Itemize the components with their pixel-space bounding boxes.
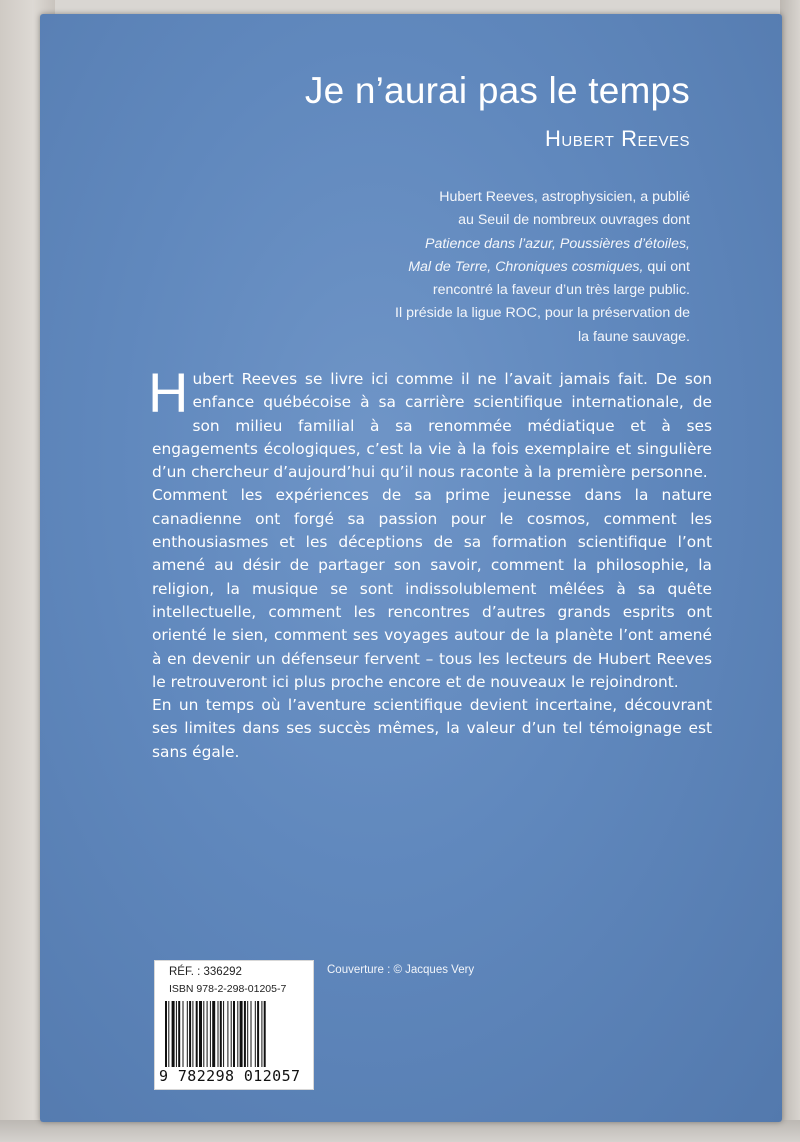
bio-titles: Mal de Terre, Chroniques cosmiques,	[408, 258, 644, 275]
blurb-text: ubert Reeves se livre ici comme il ne l’avait jamais fait. De son enfance québécoise à sa carrière scientifique internationale, de son milieu familial à sa renommée médiatique et à ses engagements écologiques, c’est la vie à la fois exemplaire et singulière d’un chercheur d’aujourd’hui qu’il nous raconte à la première personne.	[152, 370, 712, 482]
bio-text: qui ont	[643, 258, 690, 275]
blurb-paragraph	[148, 361, 712, 484]
bio-titles: Patience dans l’azur, Poussières d’étoiles,	[425, 235, 690, 252]
book-title: Je n’aurai pas le temps	[304, 70, 690, 111]
barcode-label	[154, 960, 314, 1090]
drop-cap: H	[148, 361, 189, 424]
background-bottom	[0, 1120, 800, 1142]
barcode-icon	[165, 1001, 305, 1067]
bio-line: la faune sauvage.	[577, 328, 690, 345]
book-back-cover	[40, 14, 782, 1122]
bio-line	[350, 233, 690, 256]
ean-digits: 9 782298 012057	[159, 1067, 301, 1085]
blurb-paragraph: En un temps où l’aventure scientifique devient incertaine, découvrant ses limites dans ses succès mêmes, la valeur d’un tel témoignage est sans égale.	[152, 696, 712, 761]
bio-line: Il préside la ligue ROC, pour la préservation de	[395, 305, 690, 322]
bio-line: Hubert Reeves, astrophysicien, a publié	[439, 189, 690, 205]
bio-line: au Seuil de nombreux ouvrages dont	[458, 212, 690, 229]
cover-credit: Couverture : © Jacques Very	[327, 964, 475, 976]
book-author: Hubert Reeves	[545, 126, 690, 151]
isbn: ISBN 978-2-298-01205-7	[169, 983, 287, 995]
bio-line: rencontré la faveur d’un très large public.	[432, 282, 690, 299]
reference-number: RÉF. : 336292	[169, 966, 242, 978]
author-bio	[350, 186, 690, 349]
bio-line	[350, 256, 690, 279]
blurb	[148, 361, 712, 764]
background-right	[780, 0, 800, 1142]
blurb-paragraph: Comment les expériences de sa prime jeunesse dans la nature canadienne ont forgé sa passion pour le cosmos, comment les enthousiasmes et les déceptions de sa formation scientifique l’ont amené au désir de partager son savoir, comment la philosophie, la religion, la musique se sont indissolublement mêlées à sa quête intellectuelle, comment les rencontres d’autres grands esprits ont orienté le sien, comment ses voyages autour de la planète l’ont amené à en devenir un défenseur fervent – tous les lecteurs de Hubert Reeves le retrouveront ici plus proche encore et de nouveaux le rejoindront.	[152, 486, 712, 691]
